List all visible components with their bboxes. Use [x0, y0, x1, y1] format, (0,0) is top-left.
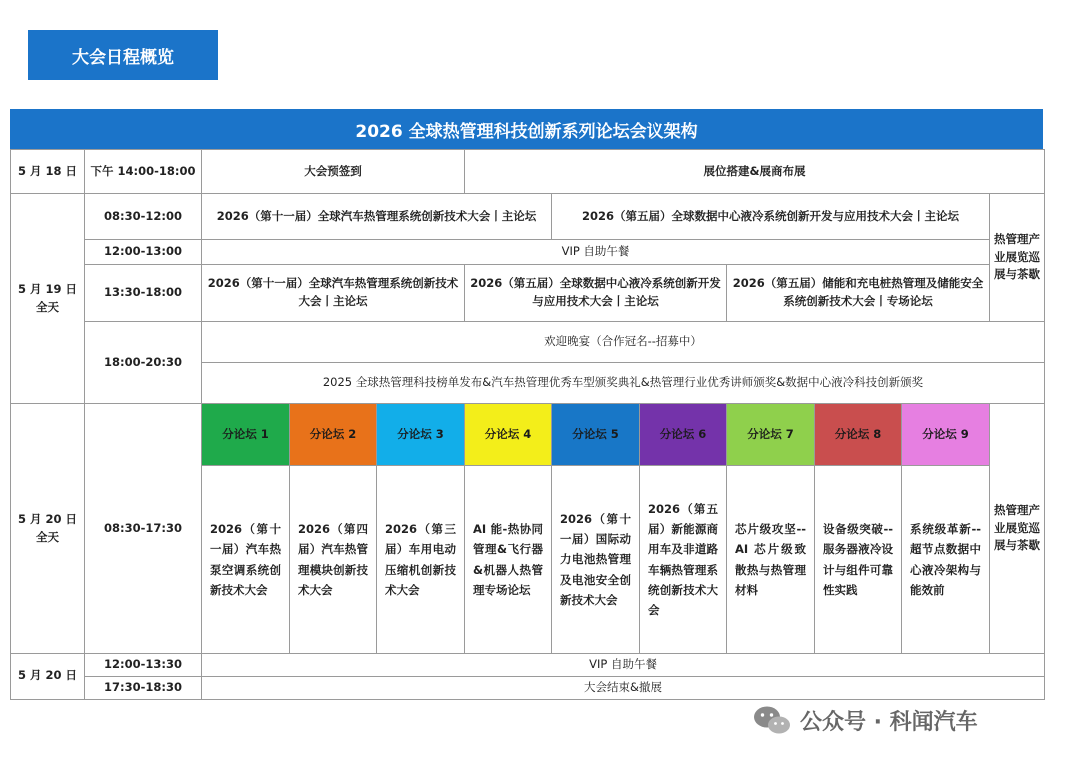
- time-cell: 17:30-18:30: [85, 676, 202, 699]
- event-cell: VIP 自助午餐: [202, 654, 1045, 677]
- table-row: [11, 150, 1045, 194]
- time-cell: 08:30-12:00: [85, 194, 202, 240]
- forum-6-title: 2026（第五届）新能源商用车及非道路车辆热管理系统创新技术大会: [640, 466, 727, 654]
- forum-5-title: 2026（第十一届）国际动力电池热管理及电池安全创新技术大会: [552, 466, 640, 654]
- event-cell: 2026（第五届）全球数据中心液冷系统创新开发与应用技术大会丨主论坛: [465, 265, 727, 322]
- forum-6-header: 分论坛 6: [640, 404, 727, 466]
- table-row: [11, 265, 1045, 322]
- forum-7-header: 分论坛 7: [727, 404, 815, 466]
- event-cell: 大会结束&撤展: [202, 676, 1045, 699]
- forum-9-title: 系统级革新--超节点数据中心液冷架构与能效前: [902, 466, 990, 654]
- forum-3-header: 分论坛 3: [377, 404, 465, 466]
- time-cell: 13:30-18:00: [85, 265, 202, 322]
- event-cell: 2026（第五届）全球数据中心液冷系统创新开发与应用技术大会丨主论坛: [552, 194, 990, 240]
- time-cell: 12:00-13:00: [85, 240, 202, 265]
- side-note-cell: 热管理产业展览巡展与茶歇: [990, 404, 1045, 654]
- time-cell: 08:30-17:30: [85, 404, 202, 654]
- date-sub-label: 全天: [36, 529, 59, 544]
- date-sub-label: 全天: [36, 299, 59, 314]
- table-row: [11, 194, 1045, 240]
- event-cell: 2026（第五届）储能和充电桩热管理及储能安全系统创新技术大会丨专场论坛: [727, 265, 990, 322]
- watermark-text: 公众号 · 科闻汽车: [800, 709, 978, 735]
- overview-title: 大会日程概览: [28, 30, 218, 80]
- forum-8-title: 设备级突破--服务器液冷设计与组件可靠性实践: [815, 466, 902, 654]
- forum-9-header: 分论坛 9: [902, 404, 990, 466]
- banner-title: 2026 全球热管理科技创新系列论坛会议架构: [10, 109, 1043, 149]
- date-cell: [11, 194, 85, 404]
- time-cell: 18:00-20:30: [85, 322, 202, 404]
- forum-8-header: 分论坛 8: [815, 404, 902, 466]
- schedule-table: [10, 149, 1045, 700]
- date-cell: [11, 404, 85, 654]
- forum-2-title: 2026（第四届）汽车热管理模块创新技术大会: [290, 466, 377, 654]
- event-cell: 展位搭建&展商布展: [465, 150, 1045, 194]
- table-row: [11, 404, 1045, 466]
- table-row: [11, 676, 1045, 699]
- table-row: [11, 240, 1045, 265]
- forum-7-title: 芯片级攻坚--AI 芯片级致散热与热管理材料: [727, 466, 815, 654]
- forum-5-header: 分论坛 5: [552, 404, 640, 466]
- event-cell: 2025 全球热管理科技榜单发布&汽车热管理优秀车型颁奖典礼&热管理行业优秀讲师颁奖&数据中心液冷科技创新颁奖: [202, 363, 1045, 404]
- date-cell: 5 月 18 日: [11, 150, 85, 194]
- date-label: 5 月 20 日: [17, 511, 78, 526]
- event-cell: 欢迎晚宴（合作冠名--招募中）: [202, 322, 1045, 363]
- event-cell: VIP 自助午餐: [202, 240, 990, 265]
- side-note-cell: 热管理产业展览巡展与茶歇: [990, 194, 1045, 322]
- forum-4-title: AI 能-热协同管理&飞行器&机器人热管理专场论坛: [465, 466, 552, 654]
- date-label: 5 月 19 日: [17, 281, 78, 296]
- event-cell: 2026（第十一届）全球汽车热管理系统创新技术大会丨主论坛: [202, 194, 552, 240]
- date-cell: 5 月 20 日: [11, 654, 85, 700]
- wechat-icon: [752, 704, 792, 736]
- watermark: [752, 700, 1052, 740]
- table-row: [11, 322, 1045, 363]
- forum-1-title: 2026（第十一届）汽车热泵空调系统创新技术大会: [202, 466, 290, 654]
- forum-2-header: 分论坛 2: [290, 404, 377, 466]
- time-cell: 下午 14:00-18:00: [85, 150, 202, 194]
- table-row: [11, 654, 1045, 677]
- forum-4-header: 分论坛 4: [465, 404, 552, 466]
- event-cell: 2026（第十一届）全球汽车热管理系统创新技术大会丨主论坛: [202, 265, 465, 322]
- event-cell: 大会预签到: [202, 150, 465, 194]
- time-cell: 12:00-13:30: [85, 654, 202, 677]
- forum-1-header: 分论坛 1: [202, 404, 290, 466]
- forum-3-title: 2026（第三届）车用电动压缩机创新技术大会: [377, 466, 465, 654]
